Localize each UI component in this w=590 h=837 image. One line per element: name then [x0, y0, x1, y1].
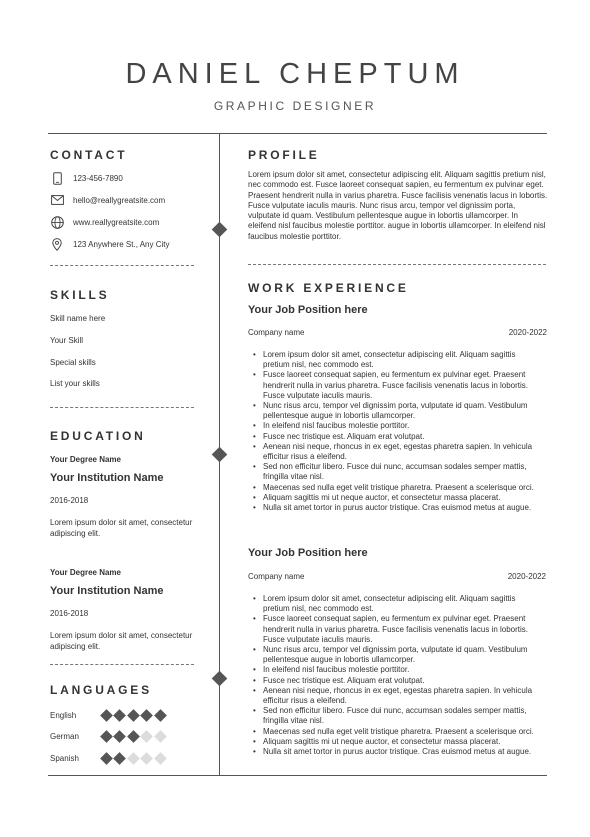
job-bullet-item: • Maecenas sed nulla eget velit tristique pharetra. Praesent a scelerisque orci.	[250, 483, 540, 493]
email-text[interactable]: hello@reallygreatsite.com	[73, 195, 166, 205]
job-bullet-item: • Fusce nec tristique est. Aliquam erat volutpat.	[250, 432, 540, 442]
section-divider	[248, 264, 546, 265]
section-divider	[50, 664, 194, 665]
job-bullet-item: • Lorem ipsum dolor sit amet, consectetur adipiscing elit. Aliquam sagittis pretium nisl, nec commodo est.	[250, 350, 540, 370]
language-name: Spanish	[50, 753, 79, 763]
globe-icon	[50, 215, 64, 229]
rating-diamond-filled	[140, 709, 153, 722]
job-bullet-item: • In eleifend nisl faucibus molestie porttitor.	[250, 665, 540, 675]
job-position: Your Job Position here	[248, 547, 368, 559]
job-bullet-item: • Nulla sit amet tortor in purus auctor tristique. Cras euismod metus at augue.	[250, 503, 540, 513]
education-heading: EDUCATION	[50, 429, 146, 443]
rating-diamond-empty	[127, 752, 140, 765]
job-bullet-item: • Aenean nisi neque, rhoncus in ex eget, egestas pharetra sapien. In vehicula efficitur risus a eleifend.	[250, 686, 540, 706]
language-row	[50, 729, 169, 743]
education-description: Lorem ipsum dolor sit amet, consectetur adipiscing elit.	[50, 631, 193, 651]
section-divider	[50, 265, 194, 266]
rating-diamond-filled	[154, 709, 167, 722]
language-row	[50, 708, 169, 722]
address-text: 123 Anywhere St., Any City	[73, 239, 170, 249]
timeline-diamond	[212, 671, 228, 687]
contact-website	[50, 214, 159, 230]
contact-email	[50, 192, 165, 208]
skill-item: List your skills	[50, 379, 100, 388]
timeline-diamond	[212, 222, 228, 238]
education-years: 2016-2018	[50, 609, 89, 618]
contact-address	[50, 236, 170, 252]
rating-diamond-empty	[154, 730, 167, 743]
degree-name: Your Degree Name	[50, 455, 121, 464]
job-bullet-item: • Fusce laoreet consequat sapien, eu fermentum ex pulvinar eget. Praesent hendrerit nulla in varius pharetra. Fusce facilisis venenatis lacus in lobortis. Fusce vulputate iaculis mauris.	[250, 614, 540, 645]
institution-name: Your Institution Name	[50, 472, 164, 484]
rating-diamond-empty	[140, 752, 153, 765]
job-bullet-item: • Sed non efficitur libero. Fusce dui nunc, accumsan sodales semper mattis, fringilla vitae nisl.	[250, 706, 540, 726]
job-bullet-item: • Sed non efficitur libero. Fusce dui nunc, accumsan sodales semper mattis, fringilla vitae nisl.	[250, 462, 540, 482]
job-title: GRAPHIC DESIGNER	[213, 99, 377, 113]
job-bullets	[250, 350, 540, 513]
job-bullet-item: • Aliquam sagittis mi ut neque auctor, et consectetur massa placerat.	[250, 493, 540, 503]
job-bullet-item: • In eleifend nisl faucibus molestie porttitor.	[250, 421, 540, 431]
profile-text: Lorem ipsum dolor sit amet, consectetur adipiscing elit. Aliquam sagittis pretium nisl, nec commodo est. Fusce laoreet consequat sapien, eu fermentum ex pulvinar eget. Praesent hendrerit nulla in varius pharetra. Fusce facilisis venenatis lacus in lobortis. Fusce vulputate iaculis mauris. Nunc risus arcu, tempor vel dignissim porta, vulputate id quam. Vestibulum pellentesque augue in lobortis ullamcorper. In eleifend nisl faucibus molestie porttitor. augue in lobortis ullamcorper. In eleifend nisl faucibus molestie porttitor.	[248, 170, 548, 241]
job-bullet-item: • Lorem ipsum dolor sit amet, consectetur adipiscing elit. Aliquam sagittis pretium nisl, nec commodo est.	[250, 594, 540, 614]
company-name: Company name	[248, 572, 305, 581]
profile-heading: PROFILE	[248, 148, 320, 162]
job-years: 2020-2022	[507, 572, 546, 581]
timeline-diamond	[212, 447, 228, 463]
job-bullet-item: • Fusce nec tristique est. Aliquam erat volutpat.	[250, 676, 540, 686]
bottom-divider	[48, 775, 547, 776]
rating-diamond-filled	[100, 752, 113, 765]
job-bullets	[250, 594, 540, 757]
education-years: 2016-2018	[50, 496, 89, 505]
language-rating	[102, 754, 169, 763]
rating-diamond-filled	[100, 730, 113, 743]
section-divider	[50, 407, 194, 408]
phone-icon	[50, 171, 64, 185]
job-bullet-item: • Fusce laoreet consequat sapien, eu fermentum ex pulvinar eget. Praesent hendrerit nulla in varius pharetra. Fusce facilisis venenatis lacus in lobortis. Fusce vulputate iaculis mauris.	[250, 370, 540, 401]
company-name: Company name	[248, 328, 305, 337]
language-name: English	[50, 710, 77, 720]
top-divider	[48, 133, 547, 134]
rating-diamond-filled	[127, 709, 140, 722]
website-text[interactable]: www.reallygreatsite.com	[73, 217, 160, 227]
rating-diamond-filled	[100, 709, 113, 722]
resume-name: DANIEL CHEPTUM	[125, 58, 465, 90]
skills-heading: SKILLS	[50, 288, 110, 302]
rating-diamond-empty	[140, 730, 153, 743]
contact-heading: CONTACT	[50, 148, 128, 162]
institution-name: Your Institution Name	[50, 585, 164, 597]
contact-phone	[50, 170, 123, 186]
language-row	[50, 751, 169, 765]
job-bullet-item: • Aliquam sagittis mi ut neque auctor, et consectetur massa placerat.	[250, 737, 540, 747]
rating-diamond-filled	[114, 709, 127, 722]
location-pin-icon	[50, 237, 64, 251]
job-bullet-item: • Maecenas sed nulla eget velit tristique pharetra. Praesent a scelerisque orci.	[250, 727, 540, 737]
rating-diamond-filled	[114, 752, 127, 765]
languages-heading: LANGUAGES	[50, 683, 152, 697]
rating-diamond-filled	[114, 730, 127, 743]
rating-diamond-empty	[154, 752, 167, 765]
phone-text: 123-456-7890	[73, 173, 123, 183]
job-bullet-item: • Aenean nisi neque, rhoncus in ex eget, egestas pharetra sapien. In vehicula efficitur risus a eleifend.	[250, 442, 540, 462]
job-bullet-item: • Nunc risus arcu, tempor vel dignissim porta, vulputate id quam. Vestibulum pellentesque augue in lobortis ullamcorper.	[250, 645, 540, 665]
rating-diamond-filled	[127, 730, 140, 743]
job-years: 2020-2022	[508, 328, 547, 337]
language-name: German	[50, 731, 79, 741]
job-position: Your Job Position here	[248, 304, 368, 316]
degree-name: Your Degree Name	[50, 568, 121, 577]
job-bullet-item: • Nulla sit amet tortor in purus auctor tristique. Cras euismod metus at augue.	[250, 747, 540, 757]
skill-item: Skill name here	[50, 314, 106, 323]
skill-item: Your Skill	[50, 336, 84, 345]
skill-item: Special skills	[50, 358, 96, 367]
work-experience-heading: WORK EXPERIENCE	[248, 281, 409, 295]
job-bullet-item: • Nunc risus arcu, tempor vel dignissim porta, vulputate id quam. Vestibulum pellentesque augue in lobortis ullamcorper.	[250, 401, 540, 421]
language-rating	[102, 732, 169, 741]
email-icon	[50, 193, 64, 207]
education-description: Lorem ipsum dolor sit amet, consectetur adipiscing elit.	[50, 518, 193, 538]
language-rating	[102, 711, 169, 720]
